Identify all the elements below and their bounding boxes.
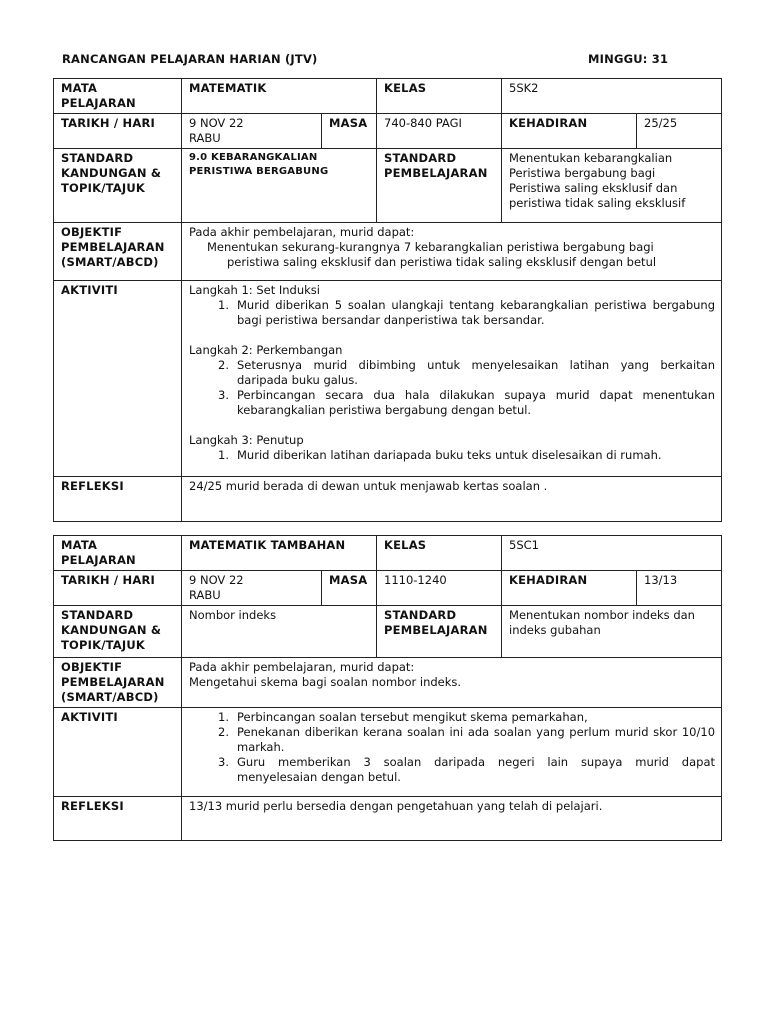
step3-list <box>189 448 715 463</box>
learning-standard-line: indeks gubahan <box>509 623 601 637</box>
list-item <box>189 298 715 328</box>
content-standard-label <box>54 149 182 223</box>
list-number: 2. <box>218 358 229 372</box>
list-number: 3. <box>218 755 229 769</box>
list-text: Seterusnya murid dibimbing untuk menyelesaikan latihan yang berkaitan daripada buku galus. <box>237 358 716 387</box>
learning-standard-value <box>502 606 722 658</box>
time-label: MASA <box>322 571 377 606</box>
step3-title: Langkah 3: Penutup <box>189 433 304 447</box>
lesson-plan-table-1 <box>53 78 722 522</box>
attendance-label: KEHADIRAN <box>502 114 637 149</box>
objective-label-line: (SMART/ABCD) <box>61 690 159 704</box>
list-number: 2. <box>218 725 229 739</box>
date-day-label: TARIKH / HARI <box>54 114 182 149</box>
attendance-label: KEHADIRAN <box>502 571 637 606</box>
list-text: Guru memberikan 3 soalan daripada negeri lain supaya murid dapat menyelesaian dengan betul. <box>237 755 716 784</box>
list-item <box>189 710 715 725</box>
reflection-value: 24/25 murid berada di dewan untuk menjawab kertas soalan . <box>182 477 722 522</box>
time-value: 740-840 PAGI <box>377 114 502 149</box>
content-standard-label-line: KANDUNGAN & <box>61 166 162 180</box>
content-standard-label <box>54 606 182 658</box>
learning-standard-label-line: PEMBELAJARAN <box>384 623 488 637</box>
list-item <box>189 388 715 418</box>
page-title: RANCANGAN PELAJARAN HARIAN (JTV) <box>62 52 318 66</box>
content-standard-label-line: KANDUNGAN & <box>61 623 162 637</box>
list-item <box>189 448 715 463</box>
activity-label: AKTIVITI <box>54 708 182 797</box>
step1-list <box>189 298 715 328</box>
list-text: Perbincangan soalan tersebut mengikut skema pemarkahan, <box>237 710 588 724</box>
activity-value <box>182 281 722 477</box>
class-value: 5SK2 <box>502 79 722 114</box>
lesson-plan-table-2 <box>53 535 722 841</box>
learning-standard-line: Menentukan kebarangkalian <box>509 151 673 165</box>
date-day-label: TARIKH / HARI <box>54 571 182 606</box>
objective-line: Menentukan sekurang-kurangnya 7 kebarangkalian peristiwa bergabung bagi <box>207 240 654 254</box>
activity-label: AKTIVITI <box>54 281 182 477</box>
content-standard-label-line: TOPIK/TAJUK <box>61 638 146 652</box>
learning-standard-line: Peristiwa bergabung bagi <box>509 166 656 180</box>
list-item <box>189 755 715 785</box>
learning-standard-label-line: STANDARD <box>384 608 457 622</box>
reflection-value: 13/13 murid perlu bersedia dengan pengetahuan yang telah di pelajari. <box>182 797 722 841</box>
learning-standard-label-line: STANDARD <box>384 151 457 165</box>
content-standard-label-line: TOPIK/TAJUK <box>61 181 146 195</box>
objective-line: peristiwa saling eksklusif dan peristiwa tidak saling eksklusif dengan betul <box>227 255 657 269</box>
objective-line: Mengetahui skema bagi soalan nombor indeks. <box>189 675 462 689</box>
reflection-label: REFLEKSI <box>54 797 182 841</box>
time-value: 1110-1240 <box>377 571 502 606</box>
content-standard-label-line: STANDARD <box>61 151 134 165</box>
reflection-label: REFLEKSI <box>54 477 182 522</box>
subject-value: MATEMATIK <box>182 79 377 114</box>
objective-label-line: (SMART/ABCD) <box>61 255 159 269</box>
list-text: Penekanan diberikan kerana soalan ini ada soalan yang perlum murid skor 10/10 markah. <box>237 725 716 754</box>
step2-title: Langkah 2: Perkembangan <box>189 343 343 357</box>
list-item <box>189 725 715 755</box>
list-number: 3. <box>218 388 229 402</box>
content-standard-label-line: STANDARD <box>61 608 134 622</box>
list-number: 1. <box>218 298 229 312</box>
step1-title: Langkah 1: Set Induksi <box>189 283 320 297</box>
list-text: Murid diberikan 5 soalan ulangkaji tentang kebarangkalian peristiwa bergabung bagi peristiwa bersandar danperistiwa tak bersandar. <box>237 298 716 327</box>
learning-standard-line: peristiwa tidak saling eksklusif <box>509 196 686 210</box>
learning-standard-line: Peristiwa saling eksklusif dan <box>509 181 678 195</box>
week-label: MINGGU: 31 <box>588 52 669 66</box>
date-value: 9 NOV 22 <box>189 573 244 587</box>
objective-value <box>182 658 722 708</box>
subject-label: MATA PELAJARAN <box>54 536 182 571</box>
activity-value <box>182 708 722 797</box>
objective-label-line: PEMBELAJARAN <box>61 675 165 689</box>
date-day-value <box>182 114 322 149</box>
class-label: KELAS <box>377 79 502 114</box>
objective-intro: Pada akhir pembelajaran, murid dapat: <box>189 660 415 674</box>
attendance-value: 13/13 <box>637 571 722 606</box>
list-item <box>189 358 715 388</box>
list-number: 1. <box>218 448 229 462</box>
learning-standard-value <box>502 149 722 223</box>
learning-standard-line: Menentukan nombor indeks dan <box>509 608 695 622</box>
objective-value <box>182 223 722 281</box>
day-value: RABU <box>189 131 221 145</box>
class-label: KELAS <box>377 536 502 571</box>
attendance-value: 25/25 <box>637 114 722 149</box>
objective-label <box>54 658 182 708</box>
objective-label-line: PEMBELAJARAN <box>61 240 165 254</box>
class-value: 5SC1 <box>502 536 722 571</box>
content-standard-line: 9.0 KEBARANGKALIAN <box>189 152 318 163</box>
step2-list <box>189 358 715 418</box>
activity-list <box>189 710 715 785</box>
content-standard-value <box>182 149 377 223</box>
date-day-value <box>182 571 322 606</box>
day-value: RABU <box>189 588 221 602</box>
objective-label-line: OBJEKTIF <box>61 225 123 239</box>
content-standard-line: PERISTIWA BERGABUNG <box>189 166 329 177</box>
list-number: 1. <box>218 710 229 724</box>
time-label: MASA <box>322 114 377 149</box>
content-standard-value: Nombor indeks <box>182 606 377 658</box>
objective-label <box>54 223 182 281</box>
subject-value: MATEMATIK TAMBAHAN <box>182 536 377 571</box>
list-text: Murid diberikan latihan dariapada buku teks untuk diselesaikan di rumah. <box>237 448 662 462</box>
list-text: Perbincangan secara dua hala dilakukan supaya murid dapat menentukan kebarangkalian peristiwa bergabung dengan betul. <box>237 388 716 417</box>
objective-intro: Pada akhir pembelajaran, murid dapat: <box>189 225 415 239</box>
subject-label: MATA PELAJARAN <box>54 79 182 114</box>
learning-standard-label-line: PEMBELAJARAN <box>384 166 488 180</box>
learning-standard-label <box>377 149 502 223</box>
learning-standard-label <box>377 606 502 658</box>
objective-label-line: OBJEKTIF <box>61 660 123 674</box>
date-value: 9 NOV 22 <box>189 116 244 130</box>
